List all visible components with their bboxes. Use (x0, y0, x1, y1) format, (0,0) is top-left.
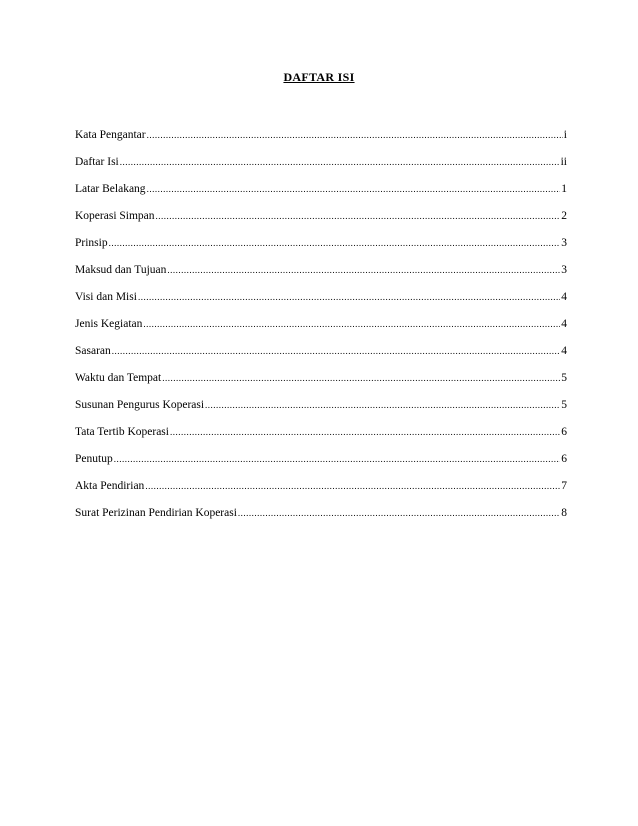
toc-entry-label: Susunan Pengurus Koperasi (75, 399, 205, 411)
toc-entry-kata-pengantar[interactable] (75, 127, 567, 154)
toc-entry-page: 3 (561, 264, 567, 276)
toc-entry-page: 5 (561, 399, 567, 411)
toc-entry-label: Maksud dan Tujuan (75, 264, 167, 276)
toc-leader-dots (120, 154, 560, 170)
toc-entry-maksud-dan-tujuan[interactable] (75, 262, 567, 289)
toc-entry-label: Daftar Isi (75, 156, 119, 168)
toc-entry-label: Akta Pendirian (75, 480, 145, 492)
toc-entry-label: Sasaran (75, 345, 111, 357)
toc-leader-dots (238, 505, 560, 521)
toc-entry-page: 7 (561, 480, 567, 492)
toc-entry-jenis-kegiatan[interactable] (75, 316, 567, 343)
toc-entry-label: Waktu dan Tempat (75, 372, 162, 384)
toc-leader-dots (147, 181, 561, 197)
toc-entry-surat-perizinan-pendirian-koperasi[interactable] (75, 505, 567, 532)
toc-leader-dots (156, 208, 561, 224)
toc-leader-dots (138, 289, 560, 305)
toc-entry-page: 8 (561, 507, 567, 519)
toc-entry-koperasi-simpan[interactable] (75, 208, 567, 235)
toc-entry-page: 1 (561, 183, 567, 195)
toc-leader-dots (162, 370, 560, 386)
toc-leader-dots (114, 451, 561, 467)
toc-entry-akta-pendirian[interactable] (75, 478, 567, 505)
toc-entry-tata-tertib-koperasi[interactable] (75, 424, 567, 451)
toc-entry-susunan-pengurus-koperasi[interactable] (75, 397, 567, 424)
toc-leader-dots (143, 316, 560, 332)
toc-leader-dots (109, 235, 561, 251)
toc-leader-dots (167, 262, 560, 278)
toc-entry-page: 5 (561, 372, 567, 384)
toc-entry-label: Visi dan Misi (75, 291, 137, 303)
toc-entry-sasaran[interactable] (75, 343, 567, 370)
table-of-contents (75, 127, 567, 532)
toc-leader-dots (147, 127, 563, 143)
toc-leader-dots (170, 424, 560, 440)
toc-entry-latar-belakang[interactable] (75, 181, 567, 208)
toc-entry-page: 2 (561, 210, 567, 222)
toc-entry-label: Penutup (75, 453, 113, 465)
toc-leader-dots (145, 478, 560, 494)
toc-entry-label: Tata Tertib Koperasi (75, 426, 169, 438)
toc-entry-label: Kata Pengantar (75, 129, 146, 141)
toc-entry-daftar-isi[interactable] (75, 154, 567, 181)
toc-entry-page: 3 (561, 237, 567, 249)
toc-entry-page: i (563, 129, 567, 141)
toc-entry-page: 6 (561, 426, 567, 438)
toc-entry-page: 4 (561, 318, 567, 330)
toc-entry-page: 4 (561, 291, 567, 303)
toc-entry-label: Latar Belakang (75, 183, 146, 195)
toc-entry-visi-dan-misi[interactable] (75, 289, 567, 316)
toc-entry-label: Jenis Kegiatan (75, 318, 143, 330)
toc-entry-prinsip[interactable] (75, 235, 567, 262)
toc-leader-dots (205, 397, 560, 413)
toc-entry-page: 6 (561, 453, 567, 465)
toc-entry-label: Surat Perizinan Pendirian Koperasi (75, 507, 237, 519)
toc-leader-dots (112, 343, 560, 359)
toc-entry-page: ii (560, 156, 567, 168)
toc-entry-label: Prinsip (75, 237, 108, 249)
toc-entry-penutup[interactable] (75, 451, 567, 478)
toc-entry-page: 4 (561, 345, 567, 357)
toc-entry-waktu-dan-tempat[interactable] (75, 370, 567, 397)
toc-entry-label: Koperasi Simpan (75, 210, 155, 222)
page-title: DAFTAR ISI (283, 70, 355, 84)
